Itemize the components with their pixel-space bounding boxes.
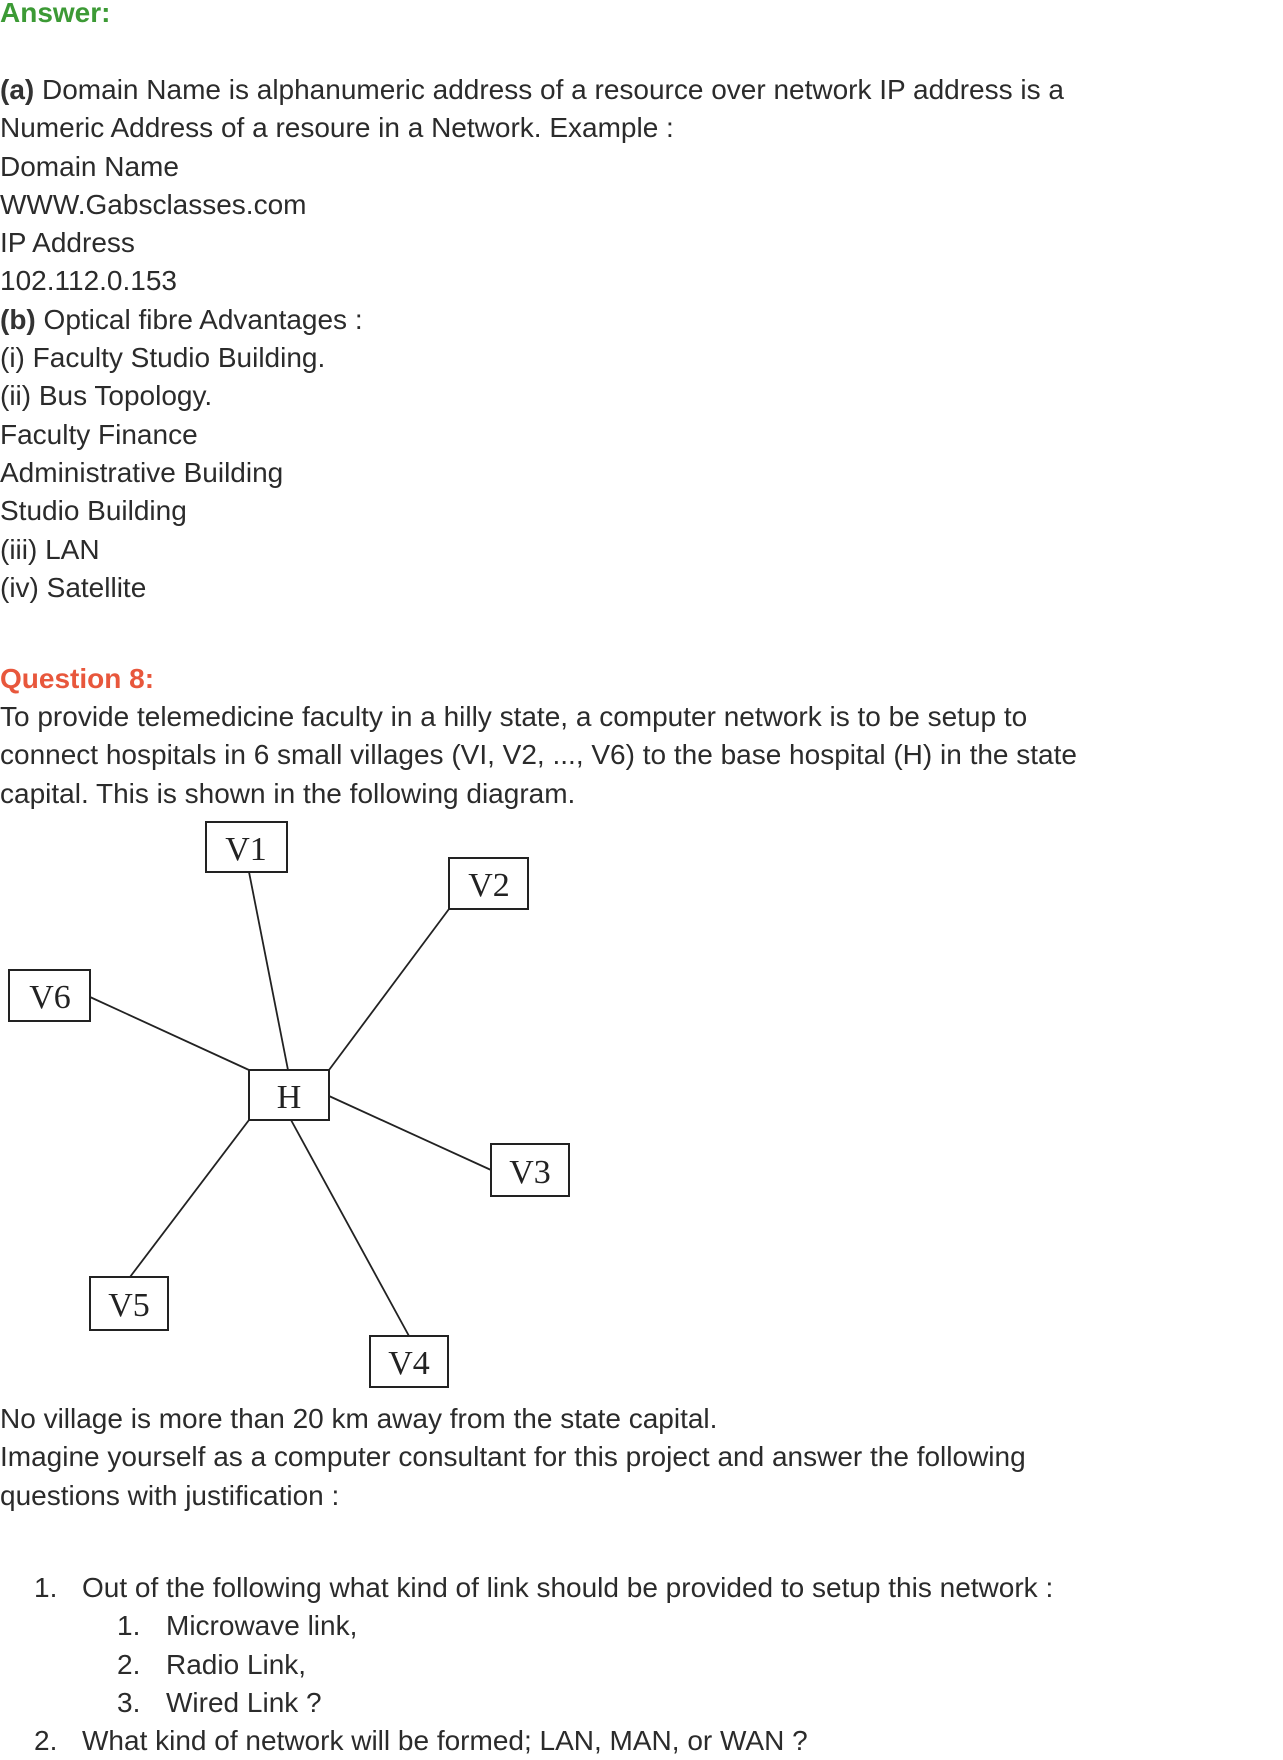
list-item: 1. Out of the following what kind of link should be provided to setup this network : [34,1572,1054,1603]
svg-text:V3: V3 [509,1154,551,1191]
sub-list-item: 1. Microwave link, [117,1610,358,1642]
link-v6 [90,997,249,1070]
link-v3 [329,1096,491,1170]
node-v6 [9,970,90,1021]
svg-text:V5: V5 [108,1287,150,1324]
node-v4 [370,1336,448,1387]
text-line: To provide telemedicine faculty in a hilly state, a computer network is to be setup to [0,701,1028,732]
svg-text:H: H [276,1079,302,1116]
text-line: (iv) Satellite [0,571,147,603]
svg-text:V6: V6 [29,979,71,1016]
link-v4 [291,1120,409,1336]
text-line: (iii) LAN [0,533,100,565]
svg-text:V4: V4 [388,1345,430,1382]
text-line: WWW.Gabsclasses.com [0,188,307,220]
text-line: (i) Faculty Studio Building. [0,342,326,374]
text-line: capital. This is shown in the following diagram. [0,777,576,809]
node-v2 [449,858,528,909]
node-v1 [206,822,287,872]
svg-text:V1: V1 [225,831,267,868]
list-item: 2. What kind of network will be formed; LAN, MAN, or WAN ? [34,1725,808,1757]
question-heading: Question 8: [0,663,155,694]
text-line: IP Address [0,227,135,259]
question-list [0,1569,1283,1760]
text-line: Domain Name [0,150,179,182]
text-line: Faculty Finance [0,418,198,450]
sub-list-item: 2. Radio Link, [117,1648,307,1680]
text-line: No village is more than 20 km away from the state capital. [0,1403,718,1434]
link-v5 [130,1120,249,1277]
text-line: Imagine yourself as a computer consultant for this project and answer the following [0,1441,1026,1473]
text-line: Studio Building [0,495,187,527]
text-line: questions with justification : [0,1479,340,1511]
text-line: Administrative Building [0,456,284,488]
node-v3 [491,1144,569,1196]
link-v1 [249,872,288,1070]
node-v5 [90,1277,168,1330]
link-v2 [329,909,449,1070]
sub-list-item: 3. Wired Link ? [117,1686,322,1718]
answer-a-cont: Numeric Address of a resoure in a Network. Example : [0,112,674,144]
text-line: connect hospitals in 6 small villages (VI, V2, ..., V6) to the base hospital (H) in the state [0,739,1077,771]
answer-heading: Answer: [0,0,111,28]
answer-a: (a) Domain Name is alphanumeric address of a resource over network IP address is a [0,74,1064,105]
text-line: (ii) Bus Topology. [0,380,213,412]
answer-b: (b) Optical fibre Advantages : [0,303,363,335]
svg-text:V2: V2 [468,867,510,904]
question-after [0,1400,1026,1515]
node-hub [249,1070,329,1120]
text-line: 102.112.0.153 [0,265,177,297]
